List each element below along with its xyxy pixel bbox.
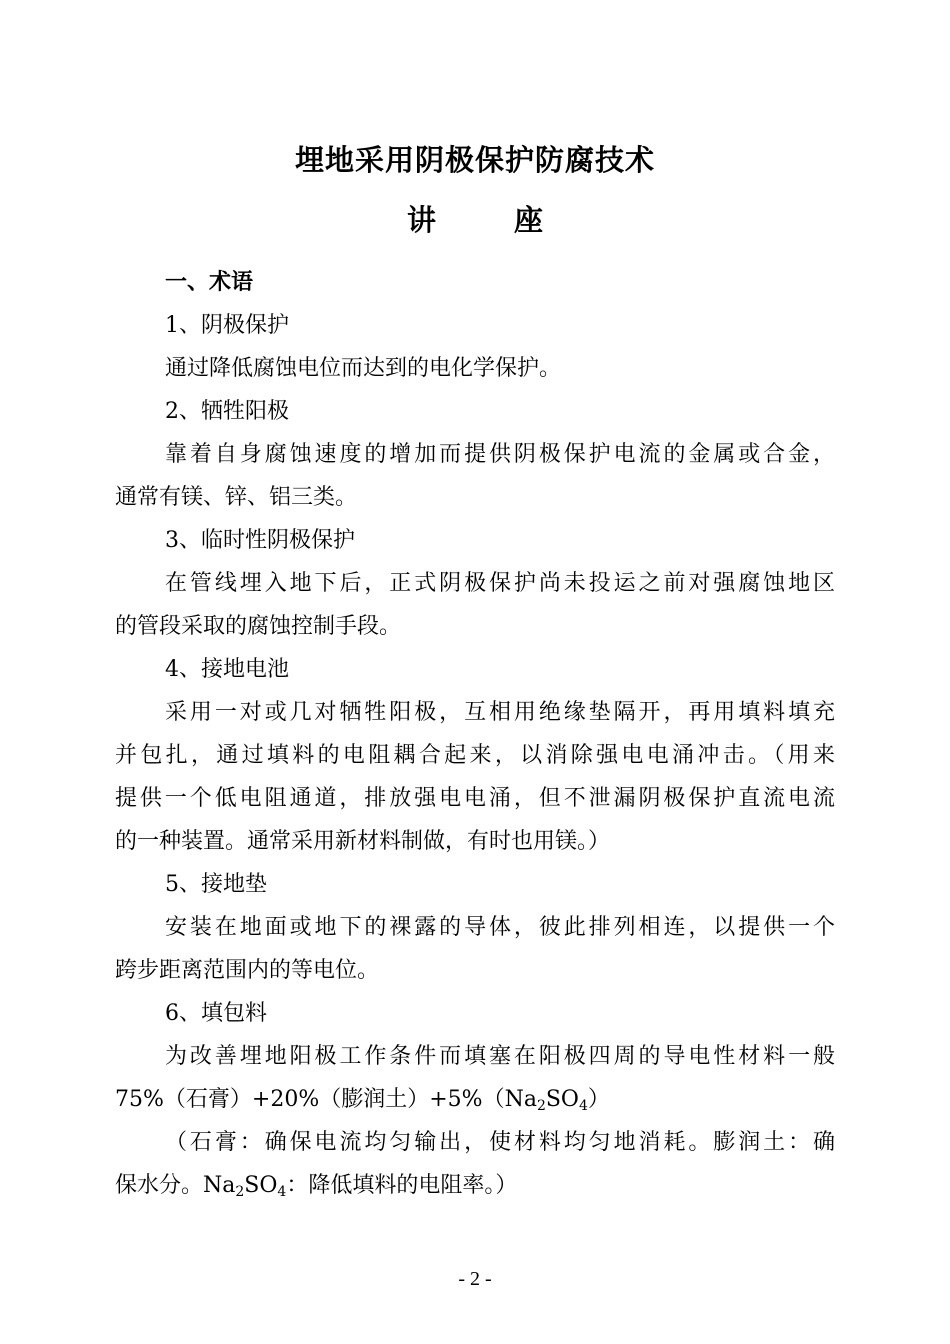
term-definition-line: 通过降低腐蚀电位而达到的电化学保护。 (165, 356, 562, 381)
term-definition-line: 通常有镁、锌、铝三类。 (115, 485, 358, 510)
term-definition-line: 的一种装置。通常采用新材料制做，有时也用镁。） (115, 829, 611, 854)
term-definition-line: 采用一对或几对牺牲阳极，互相用绝缘垫隔开，再用填料填充 (165, 700, 835, 725)
term-definition-line: 跨步距离范围内的等电位。 (115, 958, 380, 983)
term-definition-line: 并包扎，通过填料的电阻耦合起来，以消除强电电涌冲击。（用来 (115, 743, 835, 768)
filler-note-line: （石膏：确保电流均匀输出，使材料均匀地消耗。膨润土：确 (165, 1130, 835, 1155)
term-definition-line: 在管线埋入地下后，正式阴极保护尚未投运之前对强腐蚀地区 (165, 571, 835, 596)
term-heading: 5、接地垫 (165, 872, 267, 897)
term-heading: 2、牺牲阳极 (165, 399, 289, 424)
term-heading: 6、填包料 (165, 1001, 267, 1026)
term-definition-line: 安装在地面或地下的裸露的导体，彼此排列相连，以提供一个 (165, 915, 835, 940)
subtitle-char-2: 座 (514, 203, 544, 237)
term-definition-line: 靠着自身腐蚀速度的增加而提供阴极保护电流的金属或合金， (165, 442, 835, 467)
filler-formula: 75%（石膏）+20%（膨润土）$+5\%(Na_2SO_4)$ (115, 1087, 610, 1114)
subtitle-char-1: 讲 (406, 203, 436, 237)
term-heading: 3、临时性阴极保护 (165, 528, 355, 553)
term-definition-line: 提供一个低电阻通道，排放强电电涌，但不泄漏阴极保护直流电流 (115, 786, 835, 811)
term-definition-line: 为改善埋地阳极工作条件而填塞在阳极四周的导电性材料一般 (165, 1044, 835, 1069)
term-definition-line: 的管段采取的腐蚀控制手段。 (115, 614, 402, 639)
document-subtitle (0, 202, 950, 238)
term-heading: 1、阴极保护 (165, 313, 289, 338)
section-heading: 一、术语 (165, 270, 254, 295)
filler-note-line: 保水分。$Na_2SO_4$：降低填料的电阻率。） (115, 1173, 518, 1200)
document-title: 埋地采用阴极保护防腐技术 (294, 143, 655, 177)
page-number: - 2 - (458, 1268, 492, 1290)
term-heading: 4、接地电池 (165, 657, 289, 682)
